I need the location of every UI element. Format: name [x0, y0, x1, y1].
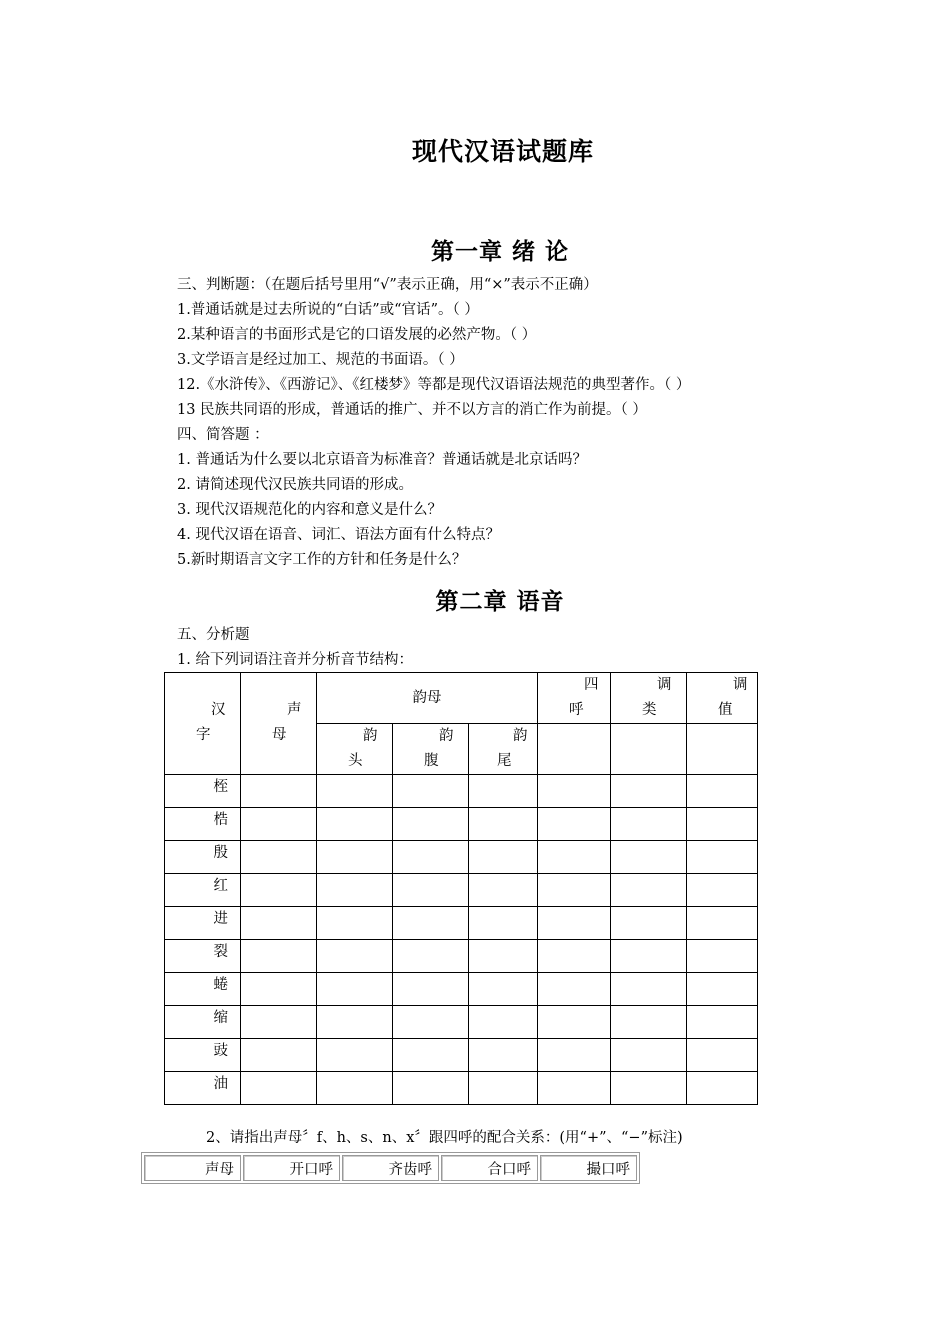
initials-sihu-table: [141, 1152, 640, 1184]
answer-cell[interactable]: [317, 973, 393, 1006]
answer-cell[interactable]: [393, 1006, 469, 1039]
answer-cell[interactable]: [687, 973, 758, 1006]
header-yunfu: 韵 腹: [393, 724, 469, 775]
hanzi-cell: 蜷: [165, 973, 241, 1006]
answer-cell[interactable]: [687, 775, 758, 808]
answer-cell[interactable]: [611, 1072, 687, 1105]
answer-cell[interactable]: [317, 1006, 393, 1039]
table-row: [165, 907, 758, 940]
answer-cell[interactable]: [317, 775, 393, 808]
answer-cell[interactable]: [687, 1039, 758, 1072]
answer-cell[interactable]: [241, 1039, 317, 1072]
answer-cell[interactable]: [393, 775, 469, 808]
hanzi-cell: 缩: [165, 1006, 241, 1039]
answer-cell[interactable]: [687, 874, 758, 907]
answer-cell[interactable]: [538, 775, 611, 808]
question-line: 1.普通话就是过去所说的“白话”或“官话”。（ ）: [177, 302, 479, 318]
hanzi-cell: 豉: [165, 1039, 241, 1072]
question-line: 3. 现代汉语规范化的内容和意义是什么？: [177, 502, 442, 518]
answer-cell[interactable]: [241, 874, 317, 907]
hanzi-cell: 红: [165, 874, 241, 907]
answer-cell[interactable]: [317, 808, 393, 841]
chapter-2-content: [177, 623, 877, 673]
hanzi-cell: 进: [165, 907, 241, 940]
table-row: [144, 1155, 637, 1181]
header-cell: 合口呼: [441, 1155, 538, 1181]
hanzi-cell: 梏: [165, 808, 241, 841]
answer-cell[interactable]: [317, 907, 393, 940]
header-yunwei: 韵 尾: [469, 724, 538, 775]
answer-cell[interactable]: [687, 1072, 758, 1105]
answer-cell[interactable]: [611, 973, 687, 1006]
answer-cell[interactable]: [538, 1039, 611, 1072]
header-yuntou: 韵 头: [317, 724, 393, 775]
answer-cell[interactable]: [611, 775, 687, 808]
answer-cell[interactable]: [538, 874, 611, 907]
question-line: 1. 给下列词语注音并分析音节结构：: [177, 652, 413, 668]
chapter-1-content: [177, 273, 877, 573]
answer-cell[interactable]: [611, 1039, 687, 1072]
hanzi-cell: 桎: [165, 775, 241, 808]
section-short-answer-heading: 四、简答题 ：: [177, 427, 269, 443]
table-row: [165, 841, 758, 874]
table-row: [165, 808, 758, 841]
header-cell: 齐齿呼: [342, 1155, 439, 1181]
header-shengmu: 声 母: [241, 673, 317, 775]
answer-cell[interactable]: [611, 808, 687, 841]
header-yunmu: 韵母: [317, 673, 538, 724]
answer-cell[interactable]: [469, 940, 538, 973]
table-row: [165, 973, 758, 1006]
table-row: [165, 1039, 758, 1072]
answer-cell[interactable]: [241, 940, 317, 973]
answer-cell[interactable]: [611, 874, 687, 907]
answer-cell[interactable]: [538, 1072, 611, 1105]
answer-cell[interactable]: [393, 874, 469, 907]
answer-cell[interactable]: [241, 1006, 317, 1039]
hanzi-cell: 裂: [165, 940, 241, 973]
answer-cell[interactable]: [393, 940, 469, 973]
header-diaolei: 调 类: [611, 673, 687, 724]
answer-cell[interactable]: [611, 841, 687, 874]
answer-cell[interactable]: [538, 1006, 611, 1039]
answer-cell[interactable]: [538, 973, 611, 1006]
answer-cell[interactable]: [469, 1072, 538, 1105]
header-sihu: 四 呼: [538, 673, 611, 724]
hanzi-cell: 油: [165, 1072, 241, 1105]
answer-cell[interactable]: [611, 940, 687, 973]
answer-cell[interactable]: [469, 1006, 538, 1039]
answer-cell[interactable]: [393, 841, 469, 874]
question-line: 4. 现代汉语在语音、词汇、语法方面有什么特点？: [177, 527, 500, 543]
syllable-analysis-table: [164, 672, 758, 1105]
answer-cell[interactable]: [611, 907, 687, 940]
answer-cell[interactable]: [687, 841, 758, 874]
answer-cell[interactable]: [241, 775, 317, 808]
empty-cell: [538, 724, 611, 775]
table-row: [165, 874, 758, 907]
answer-cell[interactable]: [469, 841, 538, 874]
empty-cell: [611, 724, 687, 775]
chapter-1-heading: 第一章 绪 论: [430, 238, 569, 265]
answer-cell[interactable]: [317, 1039, 393, 1072]
answer-cell[interactable]: [538, 841, 611, 874]
table-row: [165, 1072, 758, 1105]
answer-cell[interactable]: [538, 808, 611, 841]
answer-cell[interactable]: [317, 940, 393, 973]
answer-cell[interactable]: [317, 1072, 393, 1105]
chapter-2-heading: 第二章 语音: [435, 588, 565, 615]
table-row: [165, 775, 758, 808]
question-line: 13 民族共同语的形成，普通话的推广、并不以方言的消亡作为前提。（ ）: [177, 402, 647, 418]
question-line: 5.新时期语言文字工作的方针和任务是什么？: [177, 552, 467, 568]
answer-cell[interactable]: [317, 874, 393, 907]
header-cell: 开口呼: [243, 1155, 340, 1181]
question-line: 1. 普通话为什么要以北京语音为标准音？普通话就是北京话吗？: [177, 452, 587, 468]
question-line: 2. 请简述现代汉民族共同语的形成。: [177, 477, 413, 493]
answer-cell[interactable]: [687, 940, 758, 973]
question-line: 2.某种语言的书面形式是它的口语发展的必然产物。（ ）: [177, 327, 537, 343]
answer-cell[interactable]: [687, 808, 758, 841]
answer-cell[interactable]: [469, 874, 538, 907]
answer-cell[interactable]: [241, 841, 317, 874]
answer-cell[interactable]: [469, 907, 538, 940]
answer-cell[interactable]: [241, 808, 317, 841]
answer-cell[interactable]: [393, 973, 469, 1006]
question-2-text: 2、请指出声母〞f、h、s、n、x〞跟四呼的配合关系：(用“+”、“−”标注): [206, 1130, 683, 1146]
header-hanzi: 汉 字: [165, 673, 241, 775]
answer-cell[interactable]: [317, 841, 393, 874]
document-title: 现代汉语试题库: [411, 137, 594, 166]
answer-cell[interactable]: [241, 1072, 317, 1105]
question-line: 3.文学语言是经过加工、规范的书面语。（ ）: [177, 352, 464, 368]
answer-cell[interactable]: [393, 1039, 469, 1072]
answer-cell[interactable]: [393, 907, 469, 940]
answer-cell[interactable]: [538, 907, 611, 940]
section-judgment-heading: 三、判断题：（在题后括号里用“√”表示正确，用“×”表示不正确）: [177, 277, 598, 293]
section-analysis-heading: 五、分析题: [177, 627, 250, 643]
question-line: 12.《水浒传》、《西游记》、《红楼梦》等都是现代汉语语法规范的典型著作。（ ）: [177, 377, 691, 393]
empty-cell: [687, 724, 758, 775]
answer-cell[interactable]: [241, 907, 317, 940]
answer-cell[interactable]: [469, 973, 538, 1006]
answer-cell[interactable]: [469, 808, 538, 841]
answer-cell[interactable]: [469, 775, 538, 808]
answer-cell[interactable]: [241, 973, 317, 1006]
answer-cell[interactable]: [611, 1006, 687, 1039]
header-cell: 撮口呼: [540, 1155, 637, 1181]
header-diaozhi: 调 值: [687, 673, 758, 724]
answer-cell[interactable]: [393, 1072, 469, 1105]
table-row: [165, 940, 758, 973]
hanzi-cell: 殷: [165, 841, 241, 874]
answer-cell[interactable]: [538, 940, 611, 973]
answer-cell[interactable]: [687, 1006, 758, 1039]
header-cell: 声母: [144, 1155, 241, 1181]
table-row: [165, 1006, 758, 1039]
answer-cell[interactable]: [393, 808, 469, 841]
answer-cell[interactable]: [469, 1039, 538, 1072]
answer-cell[interactable]: [687, 907, 758, 940]
